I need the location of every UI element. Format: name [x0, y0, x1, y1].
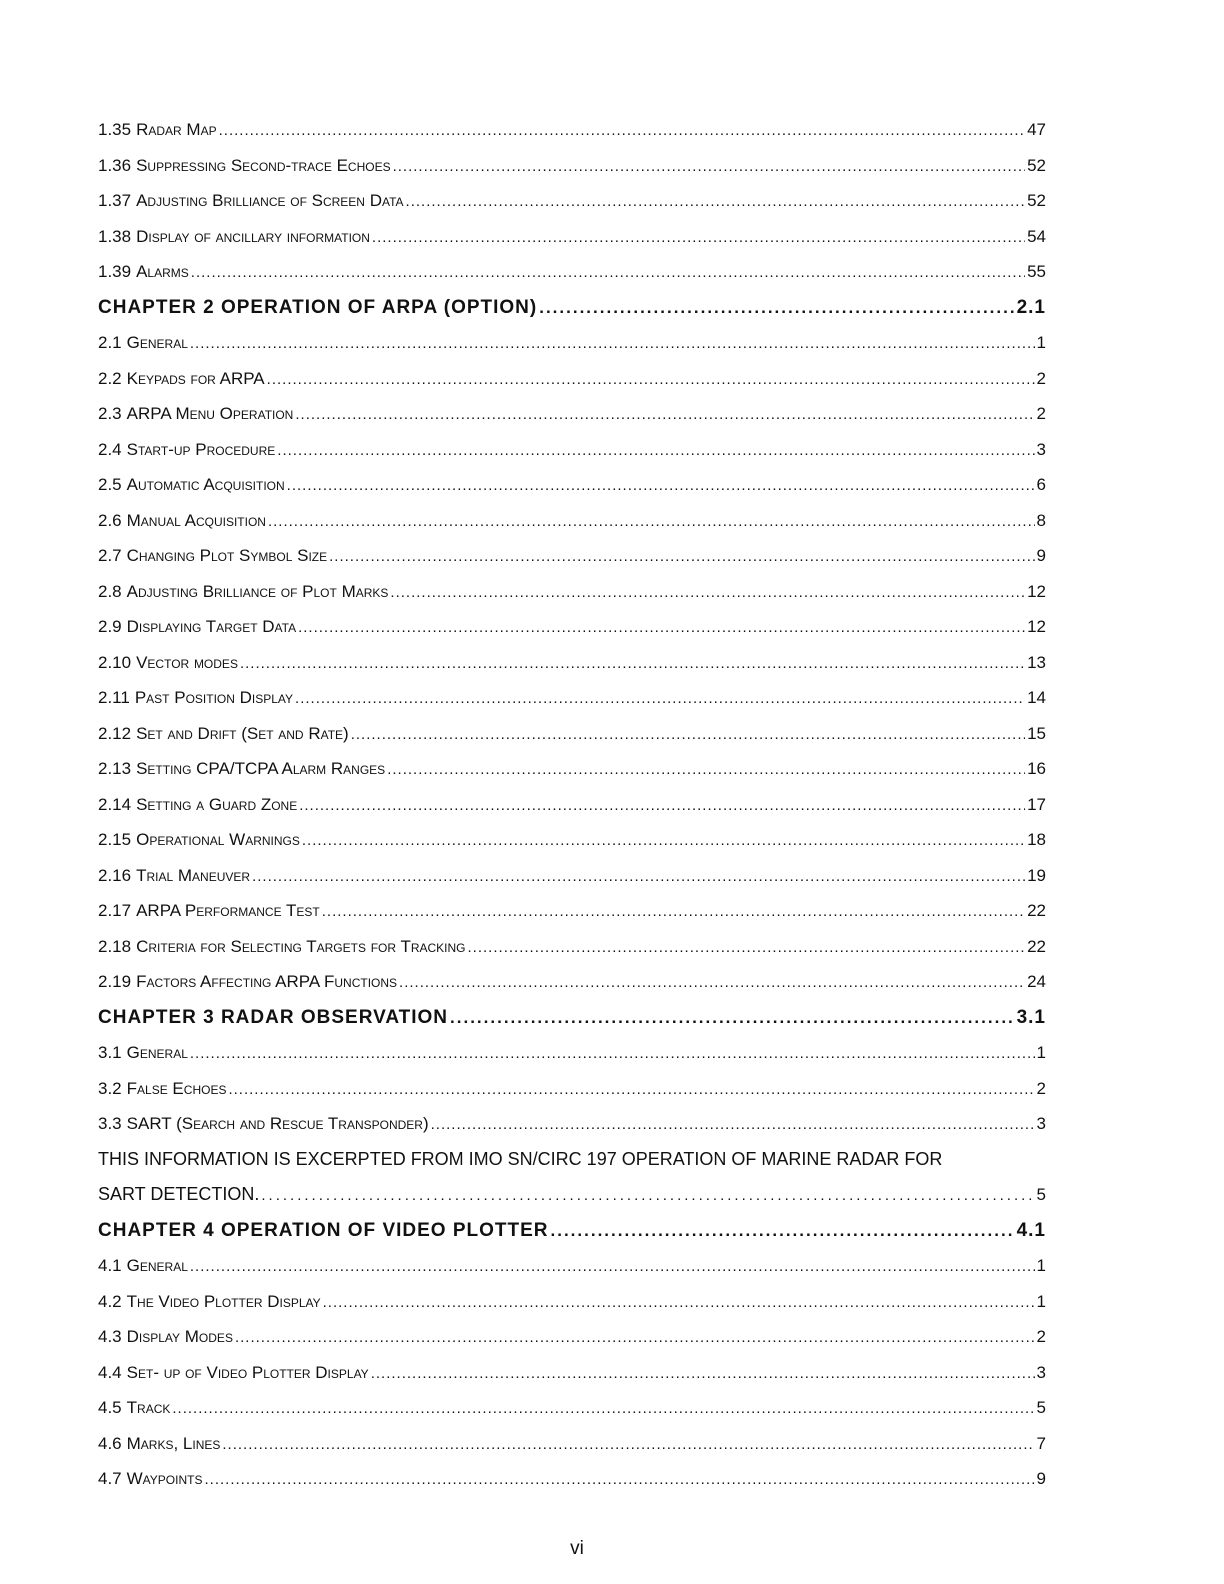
toc-entry-number: 4.3	[98, 1327, 122, 1346]
toc-entry-number: 2.6	[98, 510, 122, 530]
toc-entry-page: 1	[1036, 1256, 1046, 1275]
toc-entry[interactable]	[98, 1142, 1046, 1178]
toc-entry-page: 5	[1036, 1185, 1046, 1204]
toc-entry-number: 3.3	[98, 1114, 122, 1133]
dot-leader	[406, 184, 1026, 219]
dot-leader	[191, 255, 1025, 290]
toc-entry-number: 1.36	[98, 155, 132, 175]
toc-entry-page: 7	[1036, 1433, 1046, 1453]
toc-entry-title: SART (Search and Rescue Transponder)	[126, 1114, 429, 1133]
dot-leader	[240, 646, 1025, 681]
toc-entry-number: 2.14	[98, 794, 132, 814]
dot-leader	[267, 362, 1035, 397]
toc-entry-page: 3	[1036, 1362, 1046, 1382]
toc-entry-page: 3	[1036, 1114, 1046, 1133]
dot-leader	[329, 539, 1034, 574]
toc-entry-number: 1.37	[98, 191, 132, 210]
toc-entry-title: Alarms	[136, 262, 189, 281]
toc-entry-number: 4.2	[98, 1291, 122, 1311]
dot-leader	[261, 1178, 1034, 1213]
toc-entry-title: CHAPTER 3 RADAR OBSERVATION	[98, 1006, 449, 1028]
toc-entry-title: Changing Plot Symbol Size	[126, 546, 328, 565]
dot-leader	[551, 1213, 1015, 1249]
toc-entry[interactable]	[98, 1390, 1046, 1426]
toc-entry[interactable]	[98, 1319, 1046, 1355]
dot-leader	[172, 1391, 1034, 1426]
toc-entry-title: Vector modes	[136, 652, 238, 672]
toc-entry-page: 22	[1027, 901, 1046, 920]
toc-entry-number: 1.35	[98, 120, 132, 139]
dot-leader	[190, 1249, 1035, 1284]
toc-entry[interactable]	[98, 112, 1046, 148]
dot-leader	[371, 1356, 1035, 1391]
toc-entry-number: 1.39	[98, 262, 132, 281]
toc-entry-number: 2.17	[98, 901, 132, 920]
toc-entry[interactable]	[98, 1106, 1046, 1142]
toc-entry-number: 2.3	[98, 404, 122, 423]
toc-entry-page: 13	[1027, 652, 1046, 672]
toc-entry-number: 2.4	[98, 439, 122, 459]
table-of-contents	[98, 112, 1046, 1497]
toc-entry-title: Start-up Procedure	[126, 439, 276, 459]
dot-leader	[390, 575, 1025, 610]
toc-entry-number: 2.8	[98, 581, 122, 601]
toc-chapter-heading[interactable]	[98, 1213, 1046, 1249]
toc-entry-page: 16	[1027, 759, 1046, 778]
toc-entry-page: 2	[1036, 1327, 1046, 1346]
toc-chapter-heading[interactable]	[98, 1000, 1046, 1036]
toc-entry-number: 3.1	[98, 1043, 122, 1062]
toc-entry-number: 1.38	[98, 226, 132, 246]
toc-entry-title: Factors Affecting ARPA Functions	[136, 972, 398, 991]
dot-leader	[387, 752, 1025, 787]
dot-leader	[468, 930, 1026, 965]
toc-entry-page: 9	[1036, 1469, 1046, 1488]
toc-entry[interactable]	[98, 929, 1046, 965]
toc-entry[interactable]	[98, 1355, 1046, 1391]
dot-leader	[228, 1072, 1034, 1107]
dot-leader	[450, 1000, 1015, 1036]
toc-entry-number: 2.16	[98, 865, 132, 885]
toc-entry-page: 47	[1027, 120, 1046, 139]
toc-entry-title: Marks, Lines	[126, 1433, 221, 1453]
toc-entry-page: 4.1	[1016, 1219, 1046, 1241]
toc-entry-page: 5	[1036, 1398, 1046, 1417]
toc-entry-title: Set- up of Video Plotter Display	[126, 1362, 369, 1382]
toc-entry-number: 4.6	[98, 1433, 122, 1453]
toc-entry-title: Radar Map	[136, 120, 217, 139]
dot-leader	[219, 113, 1025, 148]
toc-entry-number: 2.2	[98, 368, 122, 388]
toc-entry-title: CHAPTER 4 OPERATION OF VIDEO PLOTTER	[98, 1219, 549, 1241]
toc-entry-title: General	[126, 333, 188, 352]
dot-leader	[299, 788, 1025, 823]
toc-entry-page: 22	[1027, 936, 1046, 956]
toc-entry-page: 55	[1027, 262, 1046, 281]
toc-entry-title: SART DETECTION.	[98, 1184, 260, 1204]
toc-entry-number: 2.11	[98, 688, 130, 707]
toc-entry-number: 2.10	[98, 652, 132, 672]
toc-entry-page: 15	[1027, 723, 1046, 743]
toc-entry[interactable]	[98, 219, 1046, 255]
toc-entry-page: 8	[1036, 510, 1046, 530]
dot-leader	[351, 717, 1025, 752]
toc-entry[interactable]	[98, 432, 1046, 468]
toc-entry[interactable]	[98, 503, 1046, 539]
toc-entry[interactable]	[98, 893, 1046, 929]
dot-leader	[431, 1107, 1035, 1142]
toc-entry-number: 2.15	[98, 830, 132, 849]
toc-entry-title: Past Position Display	[134, 688, 294, 707]
toc-entry-page: 17	[1027, 794, 1046, 814]
toc-entry-page: 6	[1036, 475, 1046, 494]
dot-leader	[204, 1462, 1034, 1497]
page-number: vi	[570, 1538, 584, 1559]
toc-entry[interactable]	[98, 467, 1046, 503]
toc-entry-title: ARPA Menu Operation	[126, 404, 294, 423]
toc-entry-number: 2.12	[98, 723, 132, 743]
toc-entry-number: 3.2	[98, 1078, 122, 1098]
toc-entry[interactable]	[98, 1071, 1046, 1107]
toc-entry-number: 4.7	[98, 1469, 122, 1488]
toc-entry[interactable]	[98, 964, 1046, 1000]
toc-entry-title: Waypoints	[126, 1469, 203, 1488]
toc-entry-title: Criteria for Selecting Targets for Tracking	[136, 936, 466, 956]
toc-entry-title: False Echoes	[126, 1078, 227, 1098]
toc-entry-page: 1	[1036, 333, 1046, 352]
toc-entry-number: 2.7	[98, 546, 122, 565]
toc-entry[interactable]	[98, 183, 1046, 219]
toc-entry[interactable]	[98, 361, 1046, 397]
toc-entry-page: 19	[1027, 865, 1046, 885]
toc-entry-page: 1	[1036, 1043, 1046, 1062]
toc-entry-page: 1	[1036, 1291, 1046, 1311]
toc-entry[interactable]	[98, 325, 1046, 361]
toc-entry-page: 3	[1036, 439, 1046, 459]
dot-leader	[302, 823, 1025, 858]
toc-entry-page: 54	[1027, 226, 1046, 246]
dot-leader	[268, 504, 1035, 539]
toc-entry-title: Set and Drift (Set and Rate)	[136, 723, 349, 743]
toc-entry[interactable]	[98, 538, 1046, 574]
toc-entry-number: 2.19	[98, 972, 132, 991]
toc-entry[interactable]	[98, 1248, 1046, 1284]
toc-entry-number: 2.9	[98, 617, 122, 636]
dot-leader	[277, 433, 1034, 468]
toc-entry-title: Displaying Target Data	[126, 617, 297, 636]
toc-entry-page: 9	[1036, 546, 1046, 565]
dot-leader	[295, 681, 1025, 716]
toc-entry-title: Automatic Acquisition	[126, 475, 285, 494]
toc-entry[interactable]	[98, 716, 1046, 752]
toc-entry-title: Setting a Guard Zone	[136, 794, 298, 814]
toc-entry-title: Track	[126, 1398, 171, 1417]
toc-entry-number: 4.4	[98, 1362, 122, 1382]
toc-entry-title: Operational Warnings	[136, 830, 300, 849]
toc-entry-page: 14	[1027, 688, 1046, 707]
toc-entry-title: Adjusting Brilliance of Screen Data	[136, 191, 404, 210]
dot-leader	[322, 894, 1025, 929]
toc-entry-title: The Video Plotter Display	[126, 1291, 321, 1311]
toc-entry-page: 3.1	[1016, 1006, 1046, 1028]
toc-entry-number: 2.5	[98, 475, 122, 494]
toc-entry-page: 52	[1027, 191, 1046, 210]
toc-entry-number: 4.1	[98, 1256, 122, 1275]
toc-entry-title: Setting CPA/TCPA Alarm Ranges	[136, 759, 386, 778]
toc-entry-title: General	[126, 1043, 188, 1062]
dot-leader	[372, 220, 1025, 255]
toc-entry-title: Trial Maneuver	[136, 865, 251, 885]
toc-entry-title: Suppressing Second-trace Echoes	[136, 155, 391, 175]
toc-entry[interactable]	[98, 680, 1046, 716]
dot-leader	[252, 859, 1025, 894]
dot-leader	[399, 965, 1025, 1000]
toc-entry-page: 12	[1027, 617, 1046, 636]
dot-leader	[295, 397, 1034, 432]
toc-entry-page: 2	[1036, 368, 1046, 388]
dot-leader	[298, 610, 1025, 645]
toc-entry-number: 2.1	[98, 333, 122, 352]
dot-leader	[235, 1320, 1035, 1355]
toc-entry[interactable]	[98, 751, 1046, 787]
toc-entry-title: Display Modes	[126, 1327, 233, 1346]
dot-leader	[393, 149, 1025, 184]
toc-entry-number: 4.5	[98, 1398, 122, 1417]
toc-entry-title: CHAPTER 2 OPERATION OF ARPA (OPTION)	[98, 296, 538, 318]
toc-entry[interactable]	[98, 1461, 1046, 1497]
toc-entry[interactable]	[98, 1177, 1046, 1213]
dot-leader	[222, 1427, 1034, 1462]
dot-leader	[539, 290, 1014, 326]
toc-entry-title: Manual Acquisition	[126, 510, 266, 530]
toc-entry-title: General	[126, 1256, 188, 1275]
toc-entry-page: 18	[1027, 830, 1046, 849]
toc-entry[interactable]	[98, 822, 1046, 858]
toc-entry-title: ARPA Performance Test	[136, 901, 320, 920]
dot-leader	[287, 468, 1035, 503]
toc-entry-number: 2.13	[98, 759, 132, 778]
toc-entry[interactable]	[98, 858, 1046, 894]
toc-entry[interactable]	[98, 645, 1046, 681]
toc-entry[interactable]	[98, 1426, 1046, 1462]
toc-entry-page: 12	[1027, 581, 1046, 601]
toc-entry-page: 52	[1027, 155, 1046, 175]
dot-leader	[190, 326, 1035, 361]
dot-leader	[190, 1036, 1035, 1071]
toc-entry-title: THIS INFORMATION IS EXCERPTED FROM IMO SN/CIRC 197 OPERATION OF MARINE RADAR FOR	[98, 1148, 943, 1169]
toc-entry-page: 24	[1027, 972, 1046, 991]
toc-entry-number: 2.18	[98, 936, 132, 956]
toc-entry[interactable]	[98, 787, 1046, 823]
toc-entry-page: 2.1	[1016, 296, 1046, 318]
toc-entry[interactable]	[98, 609, 1046, 645]
toc-chapter-heading[interactable]	[98, 290, 1046, 326]
toc-entry[interactable]	[98, 1035, 1046, 1071]
toc-entry[interactable]	[98, 574, 1046, 610]
toc-entry-title: Adjusting Brilliance of Plot Marks	[126, 581, 389, 601]
toc-entry-page: 2	[1036, 1078, 1046, 1098]
toc-entry-page: 2	[1036, 404, 1046, 423]
toc-entry-title: Keypads for ARPA	[126, 368, 265, 388]
toc-entry[interactable]	[98, 1284, 1046, 1320]
toc-entry[interactable]	[98, 396, 1046, 432]
toc-entry[interactable]	[98, 254, 1046, 290]
toc-entry[interactable]	[98, 148, 1046, 184]
dot-leader	[323, 1285, 1035, 1320]
toc-entry-title: Display of ancillary information	[136, 226, 370, 246]
